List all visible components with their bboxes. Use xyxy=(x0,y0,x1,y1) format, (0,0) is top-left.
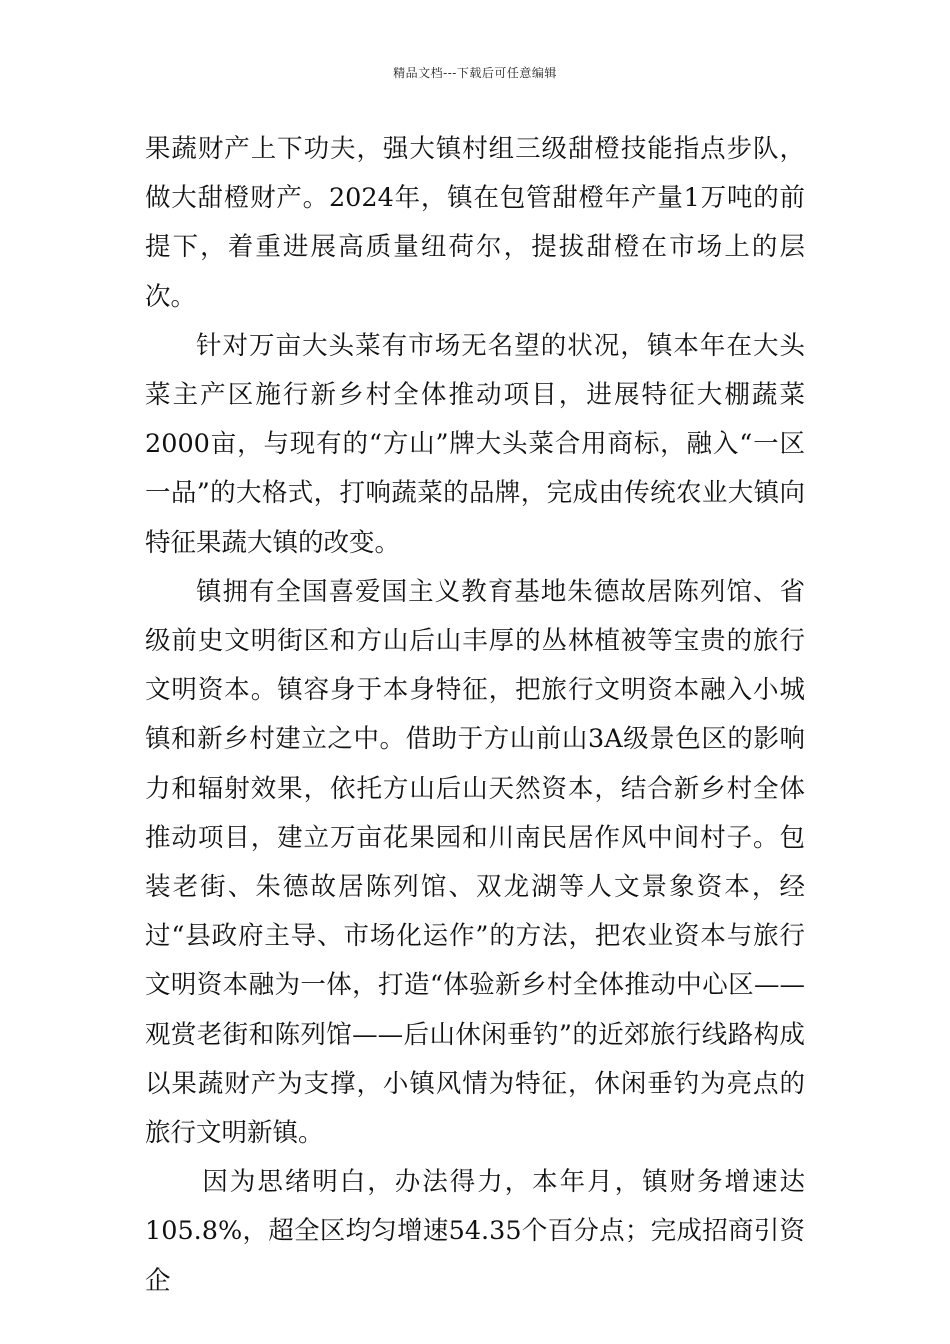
paragraph-1: 果蔬财产上下功夫，强大镇村组三级甜橙技能指点步队，做大甜橙财产。2024年，镇在包管甜橙年产量1万吨的前提下，着重进展高质量纽荷尔，提拔甜橙在市场上的层次。 xyxy=(145,134,805,312)
paragraph-3: 镇拥有全国喜爱国主义教育基地朱德故居陈列馆、省级前史文明街区和方山后山丰厚的丛林植被等宝贵的旅行文明资本。镇容身于本身特征，把旅行文明资本融入小城镇和新乡村建立之中。借助于方山前山3A级景色区的影响力和辐射效果，依托方山后山天然资本，结合新乡村全体推动项目，建立万亩花果园和川南民居作风中间村子。包装老街、朱德故居陈列馆、双龙湖等人文景象资本，经过“县政府主导、市场化运作”的方法，把农业资本与旅行文明资本融为一体，打造“体验新乡村全体推动中心区——观赏老街和陈列馆——后山休闲垂钓”的近郊旅行线路构成以果蔬财产为支撑，小镇风情为特征，休闲垂钓为亮点的旅行文明新镇。 xyxy=(145,576,805,1149)
document-body xyxy=(145,125,805,1306)
paragraph-2: 针对万亩大头菜有市场无名望的状况，镇本年在大头菜主产区施行新乡村全体推动项目，进展特征大棚蔬菜2000亩，与现有的“方山”牌大头菜合用商标，融入“一区一品”的大格式，打响蔬菜的品牌，完成由传统农业大镇向特征果蔬大镇的改变。 xyxy=(145,330,805,558)
page-header: 精品文档---下载后可任意编辑 xyxy=(393,66,557,80)
paragraph-4: 因为思绪明白，办法得力，本年月，镇财务增速达105.8%，超全区均匀增速54.35个百分点；完成招商引资企 xyxy=(145,1167,805,1296)
